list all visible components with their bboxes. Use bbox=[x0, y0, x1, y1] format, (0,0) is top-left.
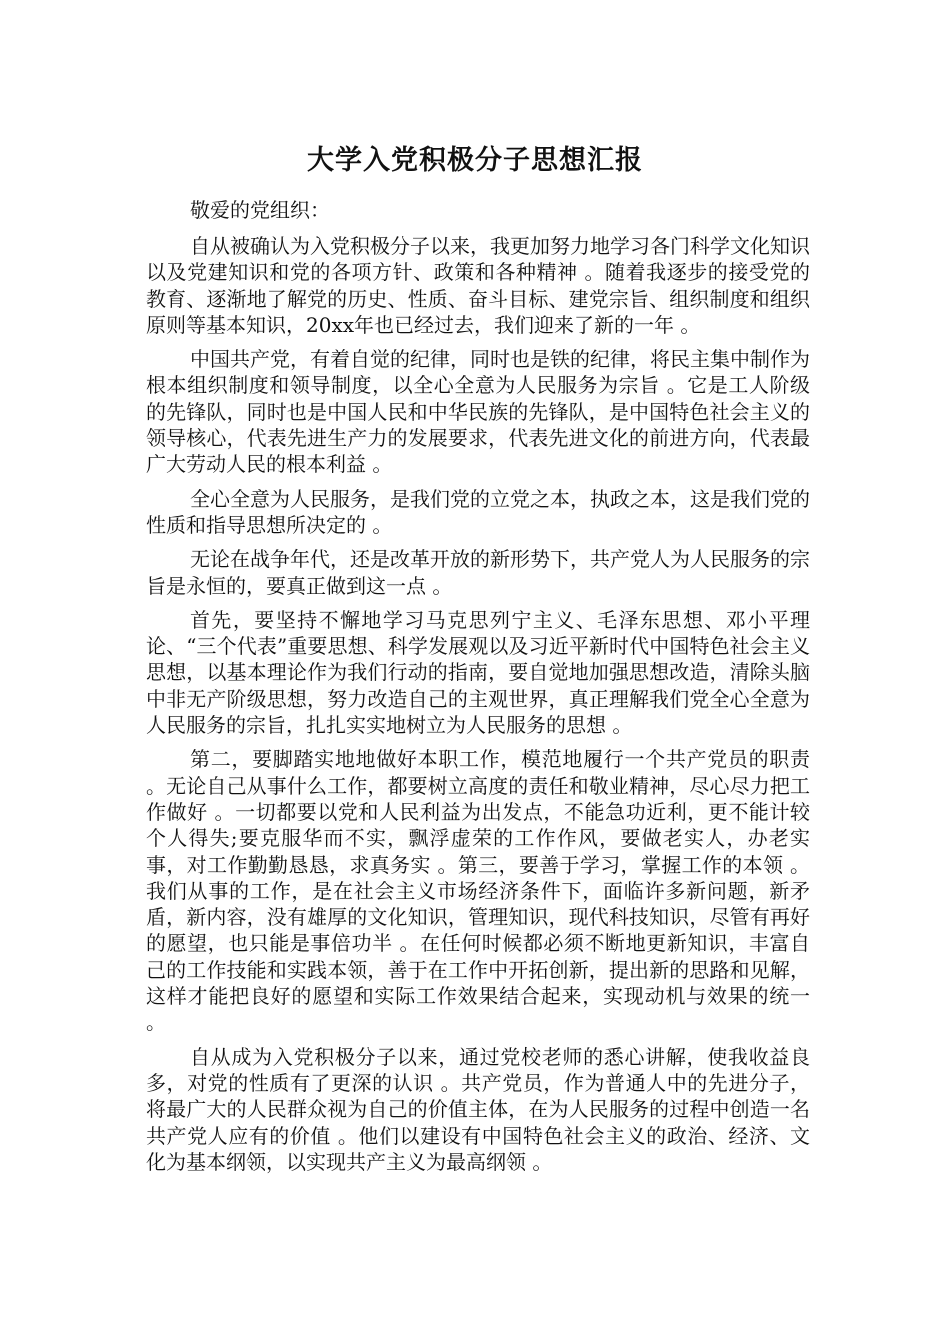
paragraph: 无论在战争年代，还是改革开放的新形势下，共产党人为人民服务的宗旨是永恒的，要真正做到这一点 。 bbox=[146, 547, 810, 598]
paragraph: 自从成为入党积极分子以来，通过党校老师的悉心讲解，使我收益良多，对党的性质有了更深的认识 。共产党员，作为普通人中的先进分子，将最广大的人民群众视为自己的价值主体，在为人民服务的过程中创造一名共产党人应有的价值 。他们以建设有中国特色社会主义的政治、经济、文化为基本纲领，以实现共产主义为最高纲领 。 bbox=[146, 1044, 810, 1174]
document-body bbox=[146, 196, 810, 1183]
paragraph: 全心全意为人民服务，是我们党的立党之本，执政之本，这是我们党的性质和指导思想所决定的 。 bbox=[146, 486, 810, 537]
paragraph: 第二，要脚踏实地地做好本职工作，模范地履行一个共产党员的职责 。无论自己从事什么工作，都要树立高度的责任和敬业精神，尽心尽力把工作做好 。一切都要以党和人民利益为出发点，不能急功近利，更不能计较个人得失;要克服华而不实，飘浮虚荣的工作作风，要做老实人，办老实事，对工作勤勤恳恳，求真务实 。第三，要善于学习，掌握工作的本领 。我们从事的工作，是在社会主义市场经济条件下，面临许多新问题，新矛盾，新内容，没有雄厚的文化知识，管理知识，现代科技知识，尽管有再好的愿望，也只能是事倍功半 。在任何时候都必须不断地更新知识，丰富自己的工作技能和实践本领，善于在工作中开拓创新，提出新的思路和见解，这样才能把良好的愿望和实际工作效果结合起来，实现动机与效果的统一 。 bbox=[146, 747, 810, 1035]
paragraph: 首先，要坚持不懈地学习马克思列宁主义、毛泽东思想、邓小平理论、“三个代表”重要思想、科学发展观以及习近平新时代中国特色社会主义思想，以基本理论作为我们行动的指南，要自觉地加强思想改造，清除头脑中非无产阶级思想，努力改造自己的主观世界，真正理解我们党全心全意为人民服务的宗旨，扎扎实实地树立为人民服务的思想 。 bbox=[146, 607, 810, 738]
paragraph: 自从被确认为入党积极分子以来，我更加努力地学习各门科学文化知识以及党建知识和党的各项方针、政策和各种精神 。随着我逐步的接受党的教育、逐渐地了解党的历史、性质、奋斗目标、建党宗旨、组织制度和组织原则等基本知识，20xx年也已经过去，我们迎来了新的一年 。 bbox=[146, 234, 810, 337]
paragraph: 中国共产党，有着自觉的纪律，同时也是铁的纪律，将民主集中制作为根本组织制度和领导制度，以全心全意为人民服务为宗旨 。它是工人阶级的先锋队，同时也是中国人民和中华民族的先锋队，是中国特色社会主义的领导核心，代表先进生产力的发展要求，代表先进文化的前进方向，代表最广大劳动人民的根本利益 。 bbox=[146, 347, 810, 477]
salutation: 敬爱的党组织： bbox=[190, 198, 330, 222]
document-title: 大学入党积极分子思想汇报 bbox=[307, 145, 643, 176]
